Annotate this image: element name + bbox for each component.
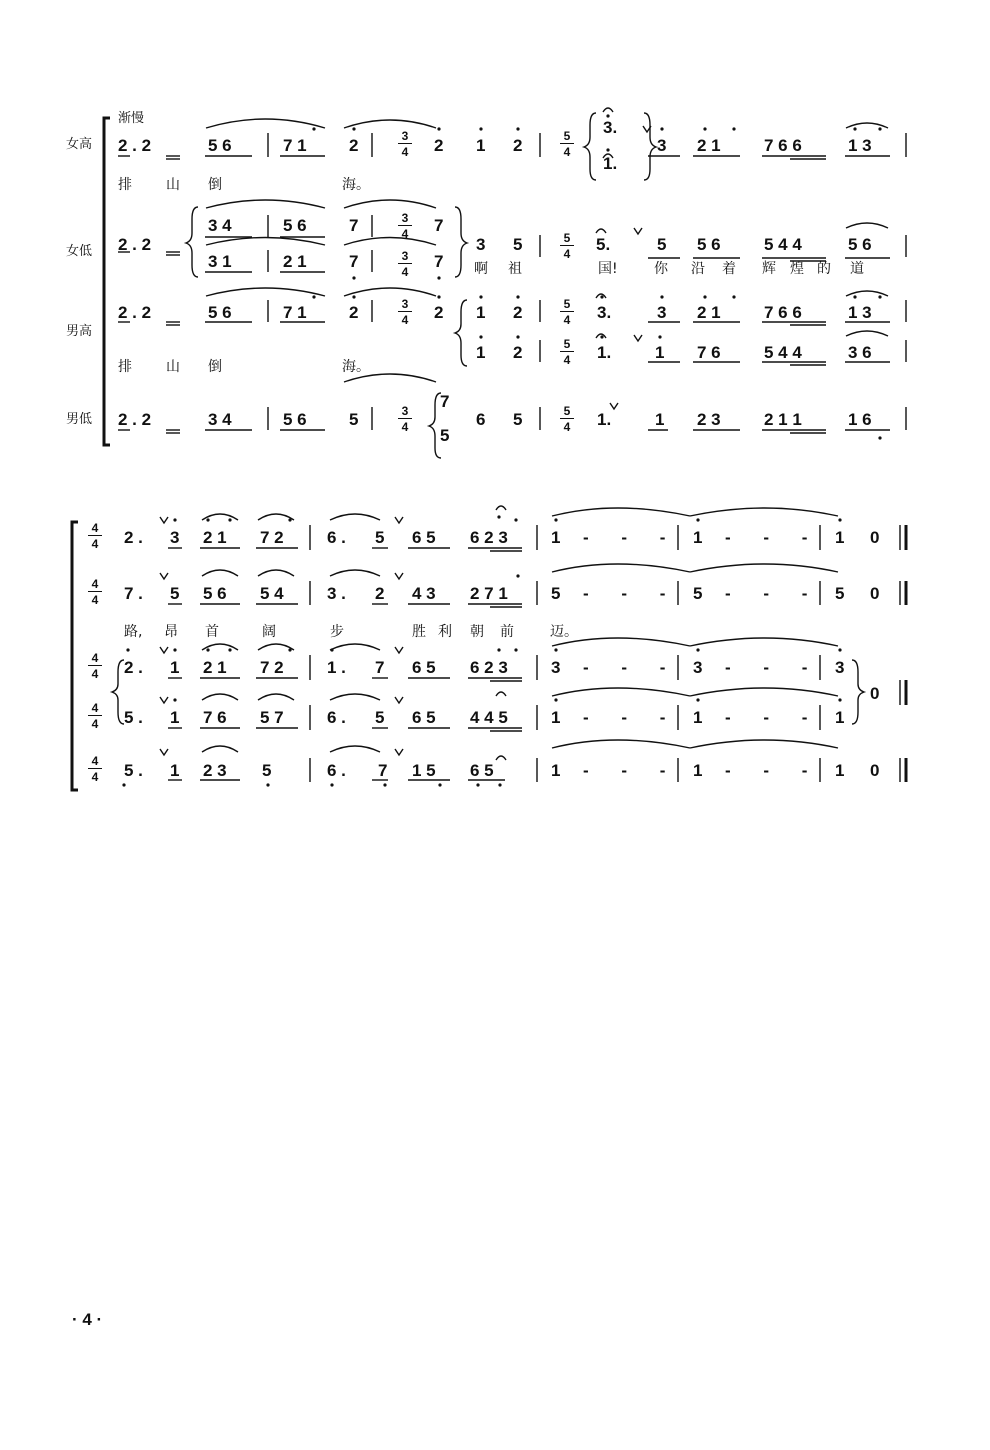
note: 3 . [327,584,346,603]
note: 3 [551,658,561,677]
note: 2 1 [697,303,721,322]
time-signature-3-4: 3 4 [398,212,412,240]
note: 6 [476,410,486,429]
time-signature-4-4: 4 4 [88,702,102,730]
note: 1 [476,303,486,322]
time-signature-5-4: 5 4 [560,405,574,433]
note: 3 [476,235,486,254]
note: 1 . [327,658,346,677]
note: 1 [476,343,486,362]
note: 3 [170,528,180,547]
note: 5 [513,235,523,254]
note: 7 1 [283,136,307,155]
note: 2 . 2 [118,235,152,254]
note: 5. [596,235,611,254]
note: 1 [476,136,486,155]
time-signature-5-4: 5 4 [560,130,574,158]
time-signature-4-4: 4 4 [88,755,102,783]
time-signature-5-4: 5 4 [560,338,574,366]
time-signature-3-4: 3 4 [398,405,412,433]
note: 1 [693,761,703,780]
note: 7 [349,252,359,271]
tempo-marking: 渐慢 [118,111,145,126]
note: 2 1 [203,658,227,677]
note: 1 [835,708,845,727]
note: 2 [434,136,444,155]
note: 5 6 [208,303,232,322]
note: 7 6 6 [764,136,802,155]
note: 1 [170,708,180,727]
note: 1. [597,410,612,429]
note: 2 [349,303,359,322]
rest-dashes: - - - [725,528,822,547]
note: 6 . [327,761,346,780]
rest-dashes: - - - [583,584,680,603]
note: 2 1 [697,136,721,155]
note: 2 . 2 [118,136,152,155]
rest-dashes: - - - [725,761,822,780]
note: 7 6 [697,343,721,362]
note: 1 [835,528,845,547]
note: 5 [513,410,523,429]
note: 7 . [124,584,143,603]
note: 2 1 [283,252,307,271]
note: 5 [262,761,272,780]
note: 6 2 3 [470,658,508,677]
note: 5 6 [208,136,232,155]
time-signature-5-4: 5 4 [560,298,574,326]
note: 1 [655,343,665,362]
note: 7 [434,252,444,271]
note: 7 [349,216,359,235]
note: 5 [375,708,385,727]
note: 2 3 [697,410,721,429]
note: 2 . [124,528,143,547]
note: 5 6 [697,235,721,254]
note: 0 [870,761,880,780]
note: 1 [655,410,665,429]
rest-dashes: - - - [583,761,680,780]
note: 5 [693,584,703,603]
note: 5 6 [283,216,307,235]
note: 1 [551,708,561,727]
note: 3 [835,658,845,677]
note: 5 [170,584,180,603]
note: 2 [513,136,523,155]
time-signature-3-4: 3 4 [398,298,412,326]
note: 5 [349,410,359,429]
note: 3. [597,303,612,322]
time-signature-4-4: 4 4 [88,652,102,680]
note: 1 3 [848,303,872,322]
note: 0 [870,684,880,703]
rest-dashes: - - - [725,658,822,677]
note: 2 1 1 [764,410,802,429]
note: 3 6 [848,343,872,362]
note: 7 [375,658,385,677]
note: 2 [513,343,523,362]
note: 2 . [124,658,143,677]
rest-dashes: - - - [725,584,822,603]
time-signature-5-4: 5 4 [560,232,574,260]
rest-dashes: - - - [583,708,680,727]
part-label-soprano: 女高 [66,137,93,152]
note: 1 3 [848,136,872,155]
note: 5 6 [283,410,307,429]
note: 5 6 [848,235,872,254]
note: 1. [597,343,612,362]
note: 5 4 [260,584,284,603]
note: 5 [375,528,385,547]
note: 1 [551,761,561,780]
note: 6 5 [412,528,436,547]
note: 6 5 [470,761,494,780]
note: 3 4 [208,410,232,429]
note: 7 [378,761,388,780]
note: 6 5 [412,658,436,677]
note: 2 . 2 [118,303,152,322]
note: 7 2 [260,658,284,677]
rest-dashes: - - - [725,708,822,727]
note: 1 [693,708,703,727]
note: 2 3 [203,761,227,780]
note: 5 6 [203,584,227,603]
note: 3 [657,303,667,322]
note: 2 . 2 [118,410,152,429]
note: 6 . [327,708,346,727]
time-signature-4-4: 4 4 [88,522,102,550]
part-label-tenor: 男高 [66,324,93,339]
note: 7 6 6 [764,303,802,322]
note: 4 4 5 [470,708,508,727]
note: 3 [693,658,703,677]
note: 5 [657,235,667,254]
page-number: · 4 · [72,1310,103,1329]
note: 5 [835,584,845,603]
note: 2 7 1 [470,584,508,603]
time-signature-3-4: 3 4 [398,250,412,278]
note: 5 . [124,708,143,727]
note: 2 [349,136,359,155]
note: 5 4 4 [764,235,802,254]
note: 7 6 [203,708,227,727]
note: 7 2 [260,528,284,547]
note: 3 1 [208,252,232,271]
note: 1 [170,761,180,780]
part-label-alto: 女低 [66,244,93,259]
rest-dashes: - - - [583,528,680,547]
note: 2 [375,584,385,603]
note: 1. [603,154,618,173]
note: 5 4 4 [764,343,802,362]
note: 1 5 [412,761,436,780]
note: 6 . [327,528,346,547]
note: 6 2 3 [470,528,508,547]
time-signature-4-4: 4 4 [88,578,102,606]
note: 7 1 [283,303,307,322]
rest-dashes: - - - [583,658,680,677]
part-label-bass: 男低 [66,412,93,427]
note: 0 [870,528,880,547]
note: 3 4 [208,216,232,235]
note: 5 [551,584,561,603]
note: 4 3 [412,584,436,603]
note: 7 [434,216,444,235]
note: 5 [440,426,450,445]
note: 3 [657,136,667,155]
note: 1 [693,528,703,547]
note: 5 . [124,761,143,780]
note: 7 [440,392,450,411]
note: 0 [870,584,880,603]
note: 1 [835,761,845,780]
note: 1 [551,528,561,547]
note: 2 [513,303,523,322]
note: 2 1 [203,528,227,547]
note: 1 6 [848,410,872,429]
note: 5 7 [260,708,284,727]
note: 6 5 [412,708,436,727]
note: 3. [603,118,618,137]
note: 2 [434,303,444,322]
time-signature-3-4: 3 4 [398,130,412,158]
note: 1 [170,658,180,677]
